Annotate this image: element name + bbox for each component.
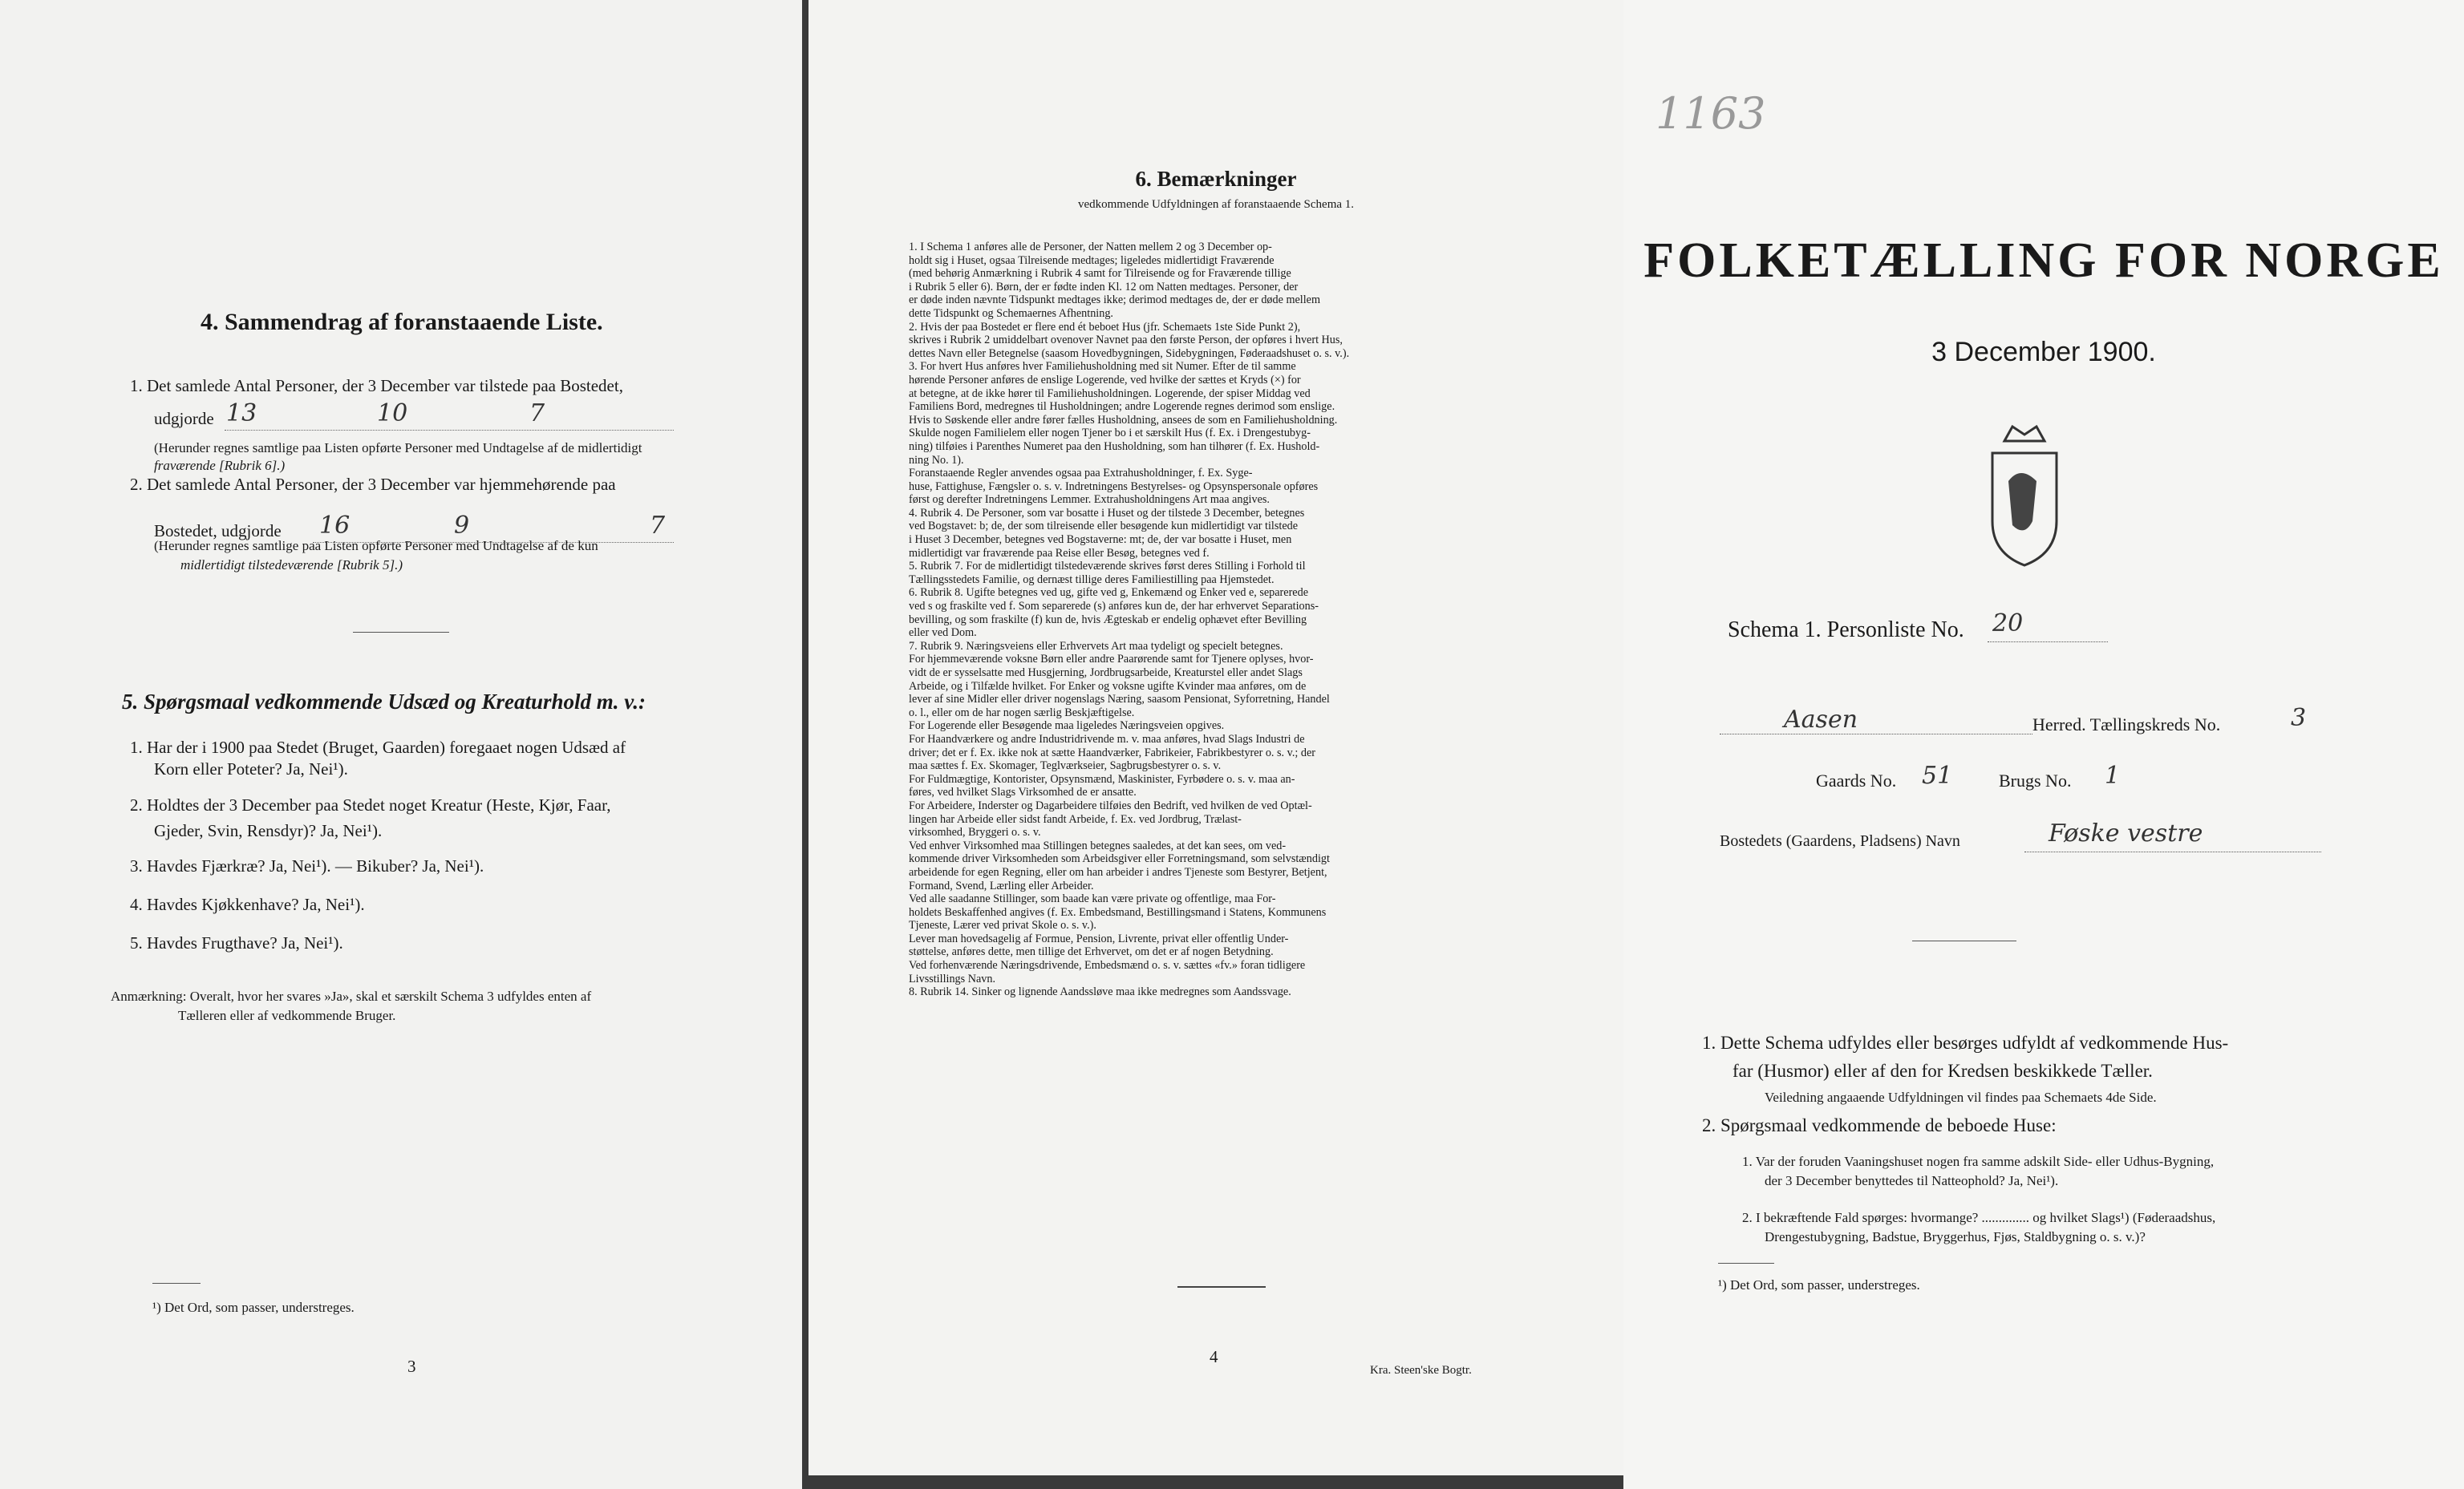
remarks-line: føres, ved hvilket Slags Virksomhed de er ansatte. [909, 786, 1137, 799]
remarks-line: ved Bogstavet: b; de, der som tilreisende eller besøgende kun midlertidigt var tilstede [909, 520, 1299, 533]
q1-text: 1. Det samlede Antal Personer, der 3 December var tilstede paa Bostedet, [130, 376, 623, 395]
q1-value-female: 7 [529, 399, 545, 427]
instruction-2-2a: 2. I bekræftende Fald spørges: hvormange? .............. og hvilket Slags¹) (Føderaadshus, [1742, 1210, 2216, 1225]
remarks-line: Hvis to Søskende eller andre fører fælles Husholdning, ansees de som en Familiehusholdning. [909, 413, 1338, 427]
anmaerkning-line1: Anmærkning: Overalt, hvor her svares »Ja», skal et særskilt Schema 3 udfyldes enten af [111, 989, 592, 1004]
remarks-line: 3. For hvert Hus anføres hver Familiehusholdning med sit Numer. Efter de til samme [909, 360, 1296, 374]
remarks-line: lever af sine Midler eller driver nogenslags Næring, saasom Pensionat, Syforretning, Handel [909, 693, 1330, 706]
remarks-line: skrives i Rubrik 2 umiddelbart ovenover Navnet paa den første Person, der opføres i hvert Hus, [909, 334, 1343, 347]
left-page [0, 0, 802, 1489]
remarks-body [909, 241, 1550, 999]
archive-mark: 1163 [1656, 88, 1766, 139]
gaards-number: 51 [1922, 762, 1953, 790]
s5-q1a: 1. Har der i 1900 paa Stedet (Bruget, Gaarden) foregaaet nogen Udsæd af [130, 738, 626, 757]
remarks-line: 1. I Schema 1 anføres alle de Personer, der Natten mellem 2 og 3 December op- [909, 241, 1272, 253]
kreds-number: 3 [2291, 704, 2307, 732]
instruction-2-1a: 1. Var der foruden Vaaningshuset nogen fra samme adskilt Side- eller Udhus-Bygning, [1742, 1154, 2215, 1169]
remarks-line: 6. Rubrik 8. Ugifte betegnes ved ug, gifte ved g, Enkemænd og Enker ved e, separerede [909, 586, 1308, 600]
remarks-line: holdt sig i Huset, ogsaa Tilreisende medtages; ligeledes midlertidigt Fraværende [909, 253, 1275, 267]
anmaerkning-line2: Tælleren eller af vedkommende Bruger. [178, 1008, 396, 1023]
remarks-line: 5. Rubrik 7. For de midlertidigt tilstedeværende skrives først deres Stilling i Forhold til [909, 560, 1306, 573]
remarks-line: lingen har Arbeide eller sidst fandt Arbeide, f. Ex. ved Jordbrug, Trælast- [909, 812, 1242, 826]
remarks-line: Skulde nogen Familielem eller nogen Tjener bo i et særskilt Hus (f. Ex. i Drengestubyg- [909, 427, 1311, 440]
q1-line2: udgjorde [154, 409, 214, 428]
instruction-2-1b: der 3 December benyttedes til Natteophold? Ja, Nei¹). [1765, 1173, 2059, 1188]
divider [353, 632, 449, 633]
coat-of-arms-icon [1976, 417, 2073, 569]
schema-number: 20 [1992, 609, 2024, 637]
schema-fill-line [1988, 641, 2108, 642]
remarks-line: midlertidigt var fraværende paa Reise eller Besøg, betegnes ved f. [909, 546, 1210, 560]
remarks-line: driver; det er f. Ex. ikke nok at sætte Haandværker, Fabrikeier, Fabrikbestyrer o. s. v.; der [909, 746, 1315, 759]
remarks-line: i Rubrik 5 eller 6). Børn, der er fødte inden Kl. 12 om Natten medtages. Personer, der [909, 280, 1299, 293]
footnote-rule [152, 1283, 201, 1284]
remarks-line: Ved enhver Virksomhed maa Stillingen betegnes saaledes, at det kan sees, om ved- [909, 839, 1287, 852]
remarks-line: Foranstaaende Regler anvendes ogsaa paa Extrahusholdninger, f. Ex. Syge- [909, 467, 1253, 480]
instruction-2-2b: Drengestubygning, Badstue, Bryggerhus, Fjøs, Staldbygning o. s. v.)? [1765, 1229, 2146, 1244]
printer-imprint: Kra. Steen'ske Bogtr. [1370, 1364, 1472, 1377]
remarks-line: først og derefter Indretningens Lemmer. Extrahusholdningens Art maa angives. [909, 493, 1270, 507]
s5-q3: 3. Havdes Fjærkræ? Ja, Nei¹). — Bikuber? Ja, Nei¹). [130, 856, 484, 876]
remarks-line: hørende Personer anføres de enslige Logerende, ved hvilke der sættes et Kryds (×) for [909, 373, 1301, 386]
remarks-subtitle: vedkommende Udfyldningen af foranstaaende Schema 1. [1077, 198, 1355, 211]
instruction-2: 2. Spørgsmaal vedkommende de beboede Huse: [1702, 1115, 2057, 1135]
remarks-line: at betegne, at de ikke hører til Familiehusholdningen. Logerende, der spiser Middag ved [909, 386, 1311, 400]
remarks-line: For Arbeidere, Inderster og Dagarbeidere tilføies den Bedrift, ved hvilken de ved Optæl- [909, 799, 1312, 812]
remarks-line: Lever man hovedsagelig af Formue, Pension, Livrente, privat eller offentlig Under- [909, 932, 1289, 945]
gaards-label: Gaards No. [1816, 771, 1897, 791]
remarks-line: arbeidende for egen Regning, eller om han arbeider i andres Tjeneste som Bestyrer, Betjent, [909, 865, 1327, 879]
remarks-line: 4. Rubrik 4. De Personer, som var bosatte i Huset og der tilstede 3 December, betegnes [909, 506, 1305, 520]
remarks-line: i Huset 3 December, betegnes ved Bogstaverne: mt; de, der var bosatte i Huset, men [909, 533, 1292, 547]
bosted-value: Føske vestre [2049, 819, 2203, 848]
remarks-line: ning) tilføies i Parenthes Numeret paa den Husholdning, som han tilhører (f. Ex. Hushold- [909, 439, 1320, 453]
s5-q1b: Korn eller Poteter? Ja, Nei¹). [154, 759, 348, 779]
q2-note1: (Herunder regnes samtlige paa Listen opførte Personer med Undtagelse af de kun [154, 538, 598, 553]
instruction-1c: Veiledning angaaende Udfyldningen vil findes paa Schemaets 4de Side. [1765, 1090, 2157, 1105]
middle-page [808, 0, 1623, 1475]
q1-value-total: 13 [226, 399, 257, 427]
form-title: FOLKETÆLLING FOR NORGE [1643, 233, 2444, 288]
remarks-line: bevilling, og som fraskilte (f) kun de, hvis Ægteskab er endelig ophævet efter Bevilling [909, 613, 1307, 626]
q2-note2: midlertidigt tilstedeværende [Rubrik 5].) [180, 557, 403, 573]
remarks-line: For Fuldmægtige, Kontorister, Opsynsmænd, Maskinister, Fyrbødere o. s. v. maa an- [909, 772, 1295, 786]
remarks-line: maa sættes f. Ex. Skomager, Teglværkseier, Sagbrugsbestyrer o. s. v. [909, 759, 1222, 773]
herred-label: Herred. Tællingskreds No. [2032, 714, 2221, 734]
right-page [1623, 0, 2464, 1489]
remarks-title: 6. Bemærkninger [1135, 167, 1297, 191]
remarks-line: 2. Hvis der paa Bostedet er flere end ét beboet Hus (jfr. Schemaets 1ste Side Punkt 2), [909, 320, 1301, 334]
q2-value-female: 7 [650, 512, 666, 540]
herred-value: Aasen [1784, 706, 1858, 734]
brugs-number: 1 [2105, 762, 2121, 790]
remarks-line: støttelse, anføres dette, men tillige det Erhvervet, om det er af nogen Betydning. [909, 945, 1274, 959]
remarks-line: 7. Rubrik 9. Næringsveiens eller Erhvervets Art maa tydeligt og specielt betegnes. [909, 639, 1283, 653]
remarks-line: Ved forhenværende Næringsdrivende, Embedsmænd o. s. v. sættes «fv.» foran tidligere [909, 959, 1306, 973]
instruction-1a: 1. Dette Schema udfyldes eller besørges udfyldt af vedkommende Hus- [1702, 1033, 2229, 1053]
remarks-line: Familiens Bord, medregnes til Husholdningen; andre Logerende regnes derimod som enslige. [909, 400, 1335, 414]
bosted-label: Bostedets (Gaardens, Pladsens) Navn [1720, 832, 1960, 850]
q1-value-male: 10 [377, 399, 408, 427]
remarks-line: eller ved Dom. [909, 626, 977, 640]
remarks-line: dettes Navn eller Betegnelse (saasom Hovedbygningen, Sidebygningen, Føderaadshuset o. s. v.). [909, 346, 1350, 360]
remarks-line: For Haandværkere og andre Industridrivende m. v. maa anføres, hvad Slags Industri de [909, 732, 1305, 746]
remarks-line: For hjemmeværende voksne Børn eller andre Paarørende samt for Tjenere oplyses, hvor- [909, 653, 1314, 666]
footnote-rule [1718, 1263, 1774, 1264]
end-divider [1177, 1286, 1266, 1288]
q2-value-total: 16 [319, 512, 351, 540]
schema-label: Schema 1. Personliste No. [1728, 617, 1964, 642]
page-number: 3 [407, 1357, 416, 1376]
remarks-line: dette Tidspunkt og Schemaernes Afhentning. [909, 306, 1113, 320]
footnote: ¹) Det Ord, som passer, understreges. [1718, 1277, 1920, 1293]
q1-note1: (Herunder regnes samtlige paa Listen opførte Personer med Undtagelse af de midlertidigt [154, 440, 642, 455]
remarks-line: ved s og fraskilte ved f. Som separerede (s) anføres kun de, der har erhvervet Separations- [909, 600, 1319, 613]
remarks-line: holdets Beskaffenhed angives (f. Ex. Embedsmand, Bestillingsmand i Statens, Kommunens [909, 905, 1327, 919]
q2-text: 2. Det samlede Antal Personer, der 3 December var hjemmehørende paa [130, 475, 616, 494]
q2-line2: Bostedet, udgjorde [154, 521, 282, 540]
remarks-line: Arbeide, og i Tilfælde hvilket. For Enker og voksne ugifte Kvinder maa anføres, om de [909, 679, 1307, 693]
q1-fill-line [225, 430, 674, 431]
form-date: 3 December 1900. [1931, 337, 2156, 367]
instruction-1b: far (Husmor) eller af den for Kredsen beskikkede Tæller. [1732, 1061, 2153, 1081]
remarks-line: vidt de er sysselsatte med Husgjerning, Jordbrugsarbeide, Kreaturstel eller andet Slags [909, 666, 1303, 679]
page-number: 4 [1210, 1347, 1218, 1366]
q2-value-male: 9 [454, 512, 470, 540]
s5-q5: 5. Havdes Frugthave? Ja, Nei¹). [130, 933, 343, 953]
remarks-line: Livsstillings Navn. [909, 972, 995, 985]
s5-q2b: Gjeder, Svin, Rensdyr)? Ja, Nei¹). [154, 821, 383, 840]
remarks-line: Formand, Svend, Lærling eller Arbeider. [909, 879, 1094, 892]
brugs-label: Brugs No. [1999, 771, 2072, 791]
s5-q2a: 2. Holdtes der 3 December paa Stedet noget Kreatur (Heste, Kjør, Faar, [130, 795, 611, 815]
q1-note2: fraværende [Rubrik 6].) [154, 458, 286, 473]
remarks-line: Tjeneste, Lærer ved privat Skole o. s. v.). [909, 919, 1096, 933]
remarks-line: er døde inden nævnte Tidspunkt medtages ikke; derimod medtages de, der er døde mellem [909, 293, 1321, 307]
section-5-title: 5. Spørgsmaal vedkommende Udsæd og Kreaturhold m. v.: [122, 690, 646, 714]
remarks-line: o. l., eller om de har nogen særlig Beskjæftigelse. [909, 706, 1135, 719]
footnote: ¹) Det Ord, som passer, understreges. [152, 1300, 355, 1315]
s5-q4: 4. Havdes Kjøkkenhave? Ja, Nei¹). [130, 895, 365, 914]
remarks-line: Tællingsstedets Familie, og dernæst tillige deres Familiestilling paa Hjemstedet. [909, 573, 1275, 586]
remarks-line: ning No. 1). [909, 453, 964, 467]
section-4-title: 4. Sammendrag af foranstaaende Liste. [201, 309, 603, 335]
remarks-line: (med behørig Anmærkning i Rubrik 4 samt for Tilreisende og for Fraværende tillige [909, 267, 1291, 281]
remarks-line: Ved alle saadanne Stillinger, som baade kan være private og offentlige, maa For- [909, 892, 1276, 906]
remarks-line: kommende driver Virksomheden som Arbeidsgiver eller Forretningsmand, som selvstændigt [909, 852, 1330, 866]
remarks-line: huse, Fattighuse, Fængsler o. s. v. Indretningens Bestyrelses- og Opsynspersonale opføres [909, 479, 1319, 493]
remarks-line: virksomhed, Bryggeri o. s. v. [909, 826, 1041, 840]
remarks-line: For Logerende eller Besøgende maa ligeledes Næringsveien opgives. [909, 719, 1225, 733]
remarks-line: 8. Rubrik 14. Sinker og lignende Aandssløve maa ikke medregnes som Aandssvage. [909, 985, 1291, 999]
